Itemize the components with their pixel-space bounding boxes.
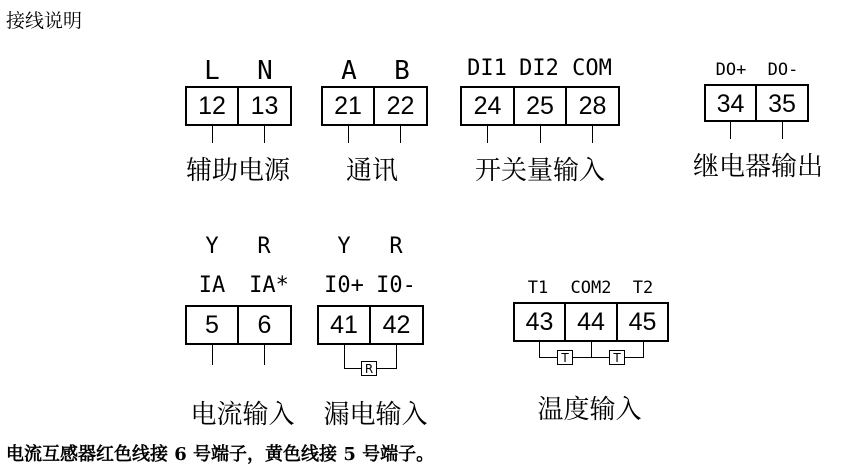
caption-leakage-input: 漏电输入	[323, 400, 428, 430]
wire	[264, 345, 265, 365]
signal-label-do-minus: DO-	[767, 60, 799, 80]
terminal-35: 35	[755, 84, 809, 122]
terminal-42: 42	[369, 305, 424, 345]
wire	[487, 126, 488, 143]
wire	[348, 126, 349, 143]
signal-label-ia: IA	[198, 273, 226, 298]
wire-color-r: R	[389, 234, 403, 259]
signal-label-ia-star: IA*	[249, 273, 289, 298]
wire	[344, 345, 345, 369]
terminal-24: 24	[460, 86, 515, 126]
wire	[400, 126, 401, 143]
wire	[591, 342, 592, 358]
terminal-45: 45	[616, 302, 669, 342]
signal-label-n: N	[257, 56, 273, 86]
wire	[643, 342, 644, 358]
wire	[212, 126, 213, 143]
wire	[782, 122, 783, 139]
signal-label-i0-minus: I0-	[376, 273, 416, 298]
signal-label-com2: COM2	[570, 278, 612, 298]
signal-label-l: L	[204, 56, 220, 86]
terminal-34: 34	[704, 84, 757, 122]
signal-label-com: COM	[572, 56, 612, 81]
page-title: 接线说明	[6, 10, 83, 32]
signal-label-do-plus: DO+	[715, 60, 747, 80]
wire	[264, 126, 265, 143]
signal-label-a: A	[341, 56, 357, 86]
terminal-12: 12	[185, 86, 239, 126]
wire	[396, 345, 397, 369]
signal-label-t2: T2	[632, 278, 654, 298]
terminal-5: 5	[185, 305, 239, 345]
wire	[539, 342, 540, 358]
terminal-28: 28	[565, 86, 620, 126]
caption-switch-input: 开关量输入	[474, 156, 605, 186]
wire	[540, 126, 541, 143]
temp-sensor-symbol: T	[557, 350, 573, 365]
terminal-13: 13	[237, 86, 292, 126]
terminal-44: 44	[564, 302, 618, 342]
signal-label-di1: DI1	[467, 56, 507, 81]
wire	[592, 126, 593, 143]
caption-relay-output: 继电器输出	[692, 152, 823, 182]
signal-label-t1: T1	[527, 278, 549, 298]
terminal-21: 21	[321, 86, 375, 126]
temp-sensor-symbol: T	[609, 350, 625, 365]
wire-color-r: R	[257, 234, 271, 259]
wire-color-y: Y	[337, 234, 351, 259]
terminal-41: 41	[317, 305, 371, 345]
caption-power: 辅助电源	[185, 156, 290, 186]
terminal-25: 25	[513, 86, 567, 126]
caption-comm: 通讯	[345, 156, 398, 186]
terminal-43: 43	[513, 302, 566, 342]
wire	[212, 345, 213, 365]
wire	[539, 357, 644, 358]
caption-current-input: 电流输入	[190, 400, 295, 430]
wire	[730, 122, 731, 139]
signal-label-di2: DI2	[519, 56, 559, 81]
signal-label-b: B	[394, 56, 410, 86]
resistor-symbol: R	[361, 361, 377, 376]
caption-temp-input: 温度输入	[537, 395, 642, 425]
signal-label-i0-plus: I0+	[324, 273, 364, 298]
wire-color-y: Y	[205, 234, 219, 259]
terminal-22: 22	[373, 86, 428, 126]
terminal-6: 6	[237, 305, 292, 345]
wiring-note: 电流互感器红色线接 6 号端子，黄色线接 5 号端子。	[6, 444, 435, 465]
